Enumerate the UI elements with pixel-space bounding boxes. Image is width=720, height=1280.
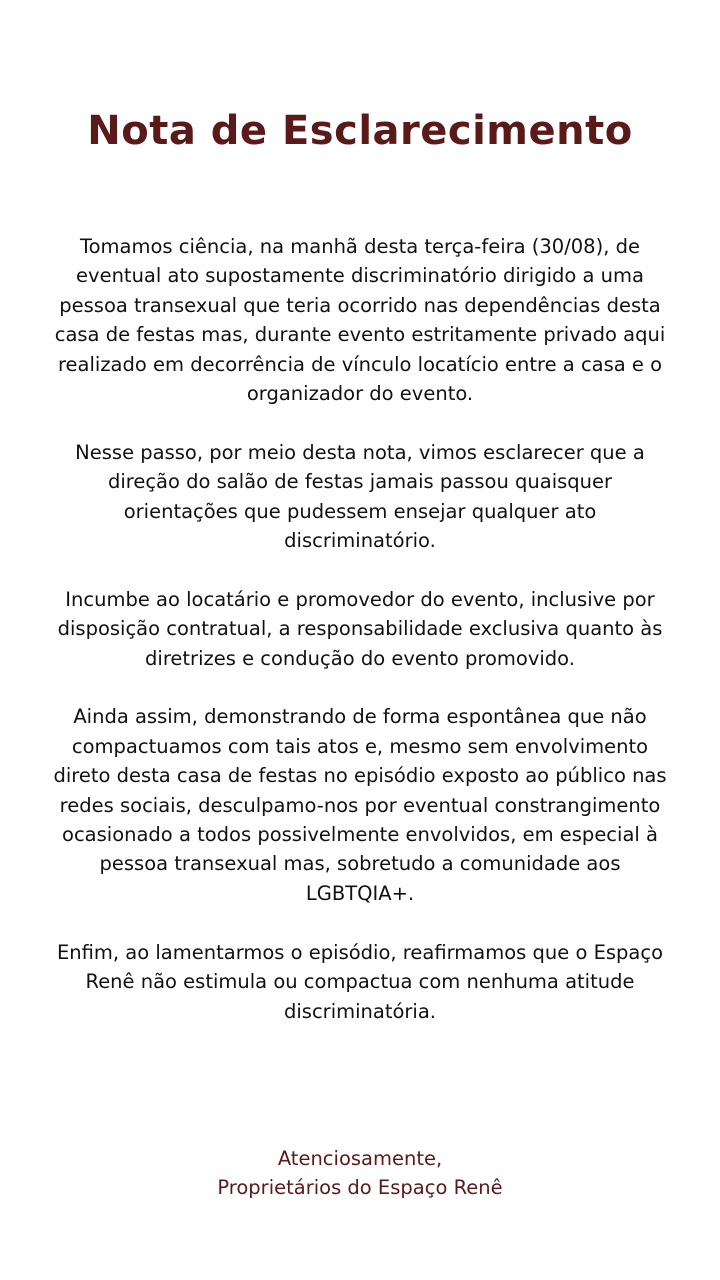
signature-block: [0, 1144, 720, 1202]
paragraph-2: Nesse passo, por meio desta nota, vimos esclarecer que a direção do salão de festas jamais passou quaisquer orientações que pudessem ensejar qualquer ato discriminatório.: [75, 440, 645, 553]
paragraph-5: Enfim, ao lamentarmos o episódio, reafirmamos que o Espaço Renê não estimula ou compactua com nenhuma atitude discriminatória.: [56, 940, 664, 1023]
paragraph-1: Tomamos ciência, na manhã desta terça-feira (30/08), de eventual ato supostamente discriminatório dirigido a uma pessoa transexual que teria ocorrido nas dependências desta casa de festas mas, durante evento estritamente privado aqui realizado em decorrência de vínculo locatício entre a casa e o organizador do evento.: [54, 235, 666, 406]
paragraph-3: Incumbe ao locatário e promovedor do evento, inclusive por disposição contratual, a responsabilidade exclusiva quanto às diretrizes e condução do evento promovido.: [57, 587, 663, 670]
paragraph-4: Ainda assim, demonstrando de forma espontânea que não compactuamos com tais atos e, mesmo sem envolvimento direto desta casa de festas no episódio exposto ao público nas redes sociais, desculpamo-nos por eventual constrangimento ocasionado a todos possivelmente envolvidos, em especial à pessoa transexual mas, sobretudo a comunidade aos LGBTQIA+.: [53, 705, 667, 905]
signature-signer: Proprietários do Espaço Renê: [217, 1176, 503, 1199]
page-title: Nota de Esclarecimento: [87, 108, 633, 154]
signature-closing: Atenciosamente,: [277, 1147, 443, 1170]
statement-body: [50, 232, 670, 1055]
